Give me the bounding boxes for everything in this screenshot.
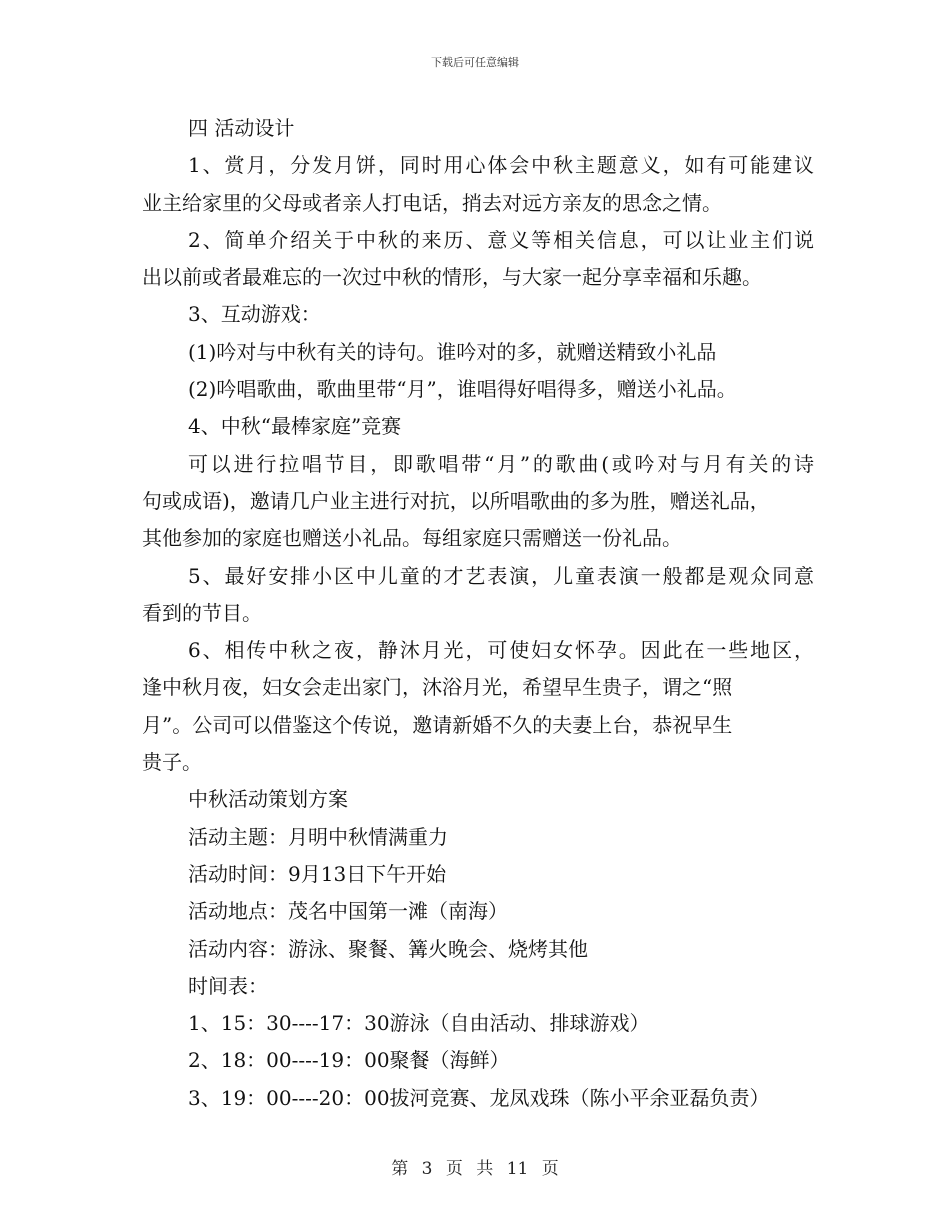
footer-page-label: 页 — [445, 1159, 463, 1179]
paragraph-line: 逢中秋月夜，妇女会走出家门，沐浴月光，希望早生贵子，谓之“照 — [142, 675, 733, 700]
paragraph-line: 1、赏月，分发月饼，同时用心体会中秋主题意义，如有可能建议 — [188, 153, 814, 178]
info-line: 活动时间：9月13日下午开始 — [188, 861, 447, 886]
schedule-item: 1、15：30----17：30游泳（自由活动、排球游戏） — [188, 1011, 650, 1036]
header-note: 下载后可任意编辑 — [431, 56, 519, 69]
schedule-item: 2、18：00----19：00聚餐（海鲜） — [188, 1048, 510, 1073]
subheading: 中秋活动策划方案 — [188, 787, 348, 812]
footer-total-pages: 11 — [506, 1159, 529, 1179]
paragraph-line: 看到的节目。 — [142, 600, 262, 625]
paragraph-line: 5、最好安排小区中儿童的才艺表演，儿童表演一般都是观众同意 — [188, 563, 814, 588]
footer-page-number: 3 — [421, 1159, 433, 1179]
paragraph-line: (2)吟唱歌曲，歌曲里带“月”，谁唱得好唱得多，赠送小礼品。 — [188, 377, 737, 402]
footer-prefix: 第 — [391, 1159, 409, 1179]
footer-total-prefix: 共 — [476, 1159, 494, 1179]
info-line: 活动主题：月明中秋情满重力 — [188, 824, 448, 849]
info-line: 时间表： — [188, 973, 268, 998]
paragraph-line: 出以前或者最难忘的一次过中秋的情形，与大家一起分享幸福和乐趣。 — [142, 265, 762, 290]
info-line: 活动地点：茂名中国第一滩（南海） — [188, 899, 508, 924]
schedule-item: 3、19：00----20：00拔河竞赛、龙凤戏珠（陈小平余亚磊负责） — [188, 1085, 770, 1110]
footer-suffix: 页 — [541, 1159, 559, 1179]
paragraph-line: 2、简单介绍关于中秋的来历、意义等相关信息，可以让业主们说 — [188, 227, 814, 252]
paragraph-line: 6、相传中秋之夜，静沐月光，可使妇女怀孕。因此在一些地区， — [188, 638, 814, 663]
paragraph-line: 业主给家里的父母或者亲人打电话，捎去对远方亲友的思念之情。 — [142, 190, 722, 215]
paragraph-line: 月”。公司可以借鉴这个传说，邀请新婚不久的夫妻上台，恭祝早生 — [142, 712, 733, 737]
paragraph-line: 3、互动游戏： — [188, 302, 321, 327]
paragraph-line: 可以进行拉唱节目，即歌唱带“月”的歌曲(或吟对与月有关的诗 — [188, 451, 814, 476]
paragraph-line: 其他参加的家庭也赠送小礼品。每组家庭只需赠送一份礼品。 — [142, 526, 682, 551]
page-footer — [0, 1154, 950, 1179]
paragraph-line: 贵子。 — [142, 750, 202, 775]
paragraph-line: 句或成语)，邀请几户业主进行对抗，以所唱歌曲的多为胜，赠送礼品， — [142, 488, 770, 513]
paragraph-line: 4、中秋“最棒家庭”竞赛 — [188, 414, 402, 439]
document-body — [142, 110, 814, 1117]
section-heading: 四 活动设计 — [188, 116, 295, 140]
paragraph-line: (1)吟对与中秋有关的诗句。谁吟对的多，就赠送精致小礼品 — [188, 339, 717, 364]
info-line: 活动内容：游泳、聚餐、篝火晚会、烧烤其他 — [188, 936, 588, 961]
